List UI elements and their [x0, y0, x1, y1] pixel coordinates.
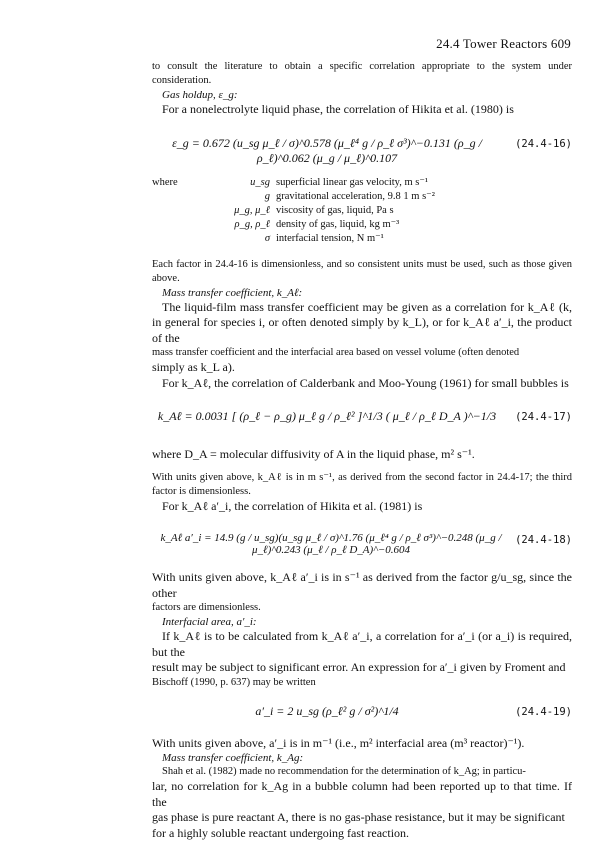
paragraph: The liquid-film mass transfer coefficient may be given as a correlation for k_Aℓ (k, in general for species i, or often denoted simply by k_L), or for k_Aℓ a′_i, the product of the	[152, 300, 572, 347]
section-heading: Mass transfer coefficient, k_Ag:	[162, 751, 572, 765]
paragraph-line: lar, no correlation for k_Ag in a bubble column had been reported up to that time. If the	[152, 779, 572, 810]
equation-number: (24.4-16)	[515, 138, 572, 150]
paragraph-line: simply as k_L a).	[152, 360, 572, 376]
symbol-definitions	[152, 176, 572, 246]
equation-24-4-17	[152, 397, 572, 441]
where-label: where	[152, 176, 222, 190]
symbol-description: density of gas, liquid, kg m⁻³	[276, 218, 572, 232]
equation-body: k_Aℓ = 0.0031 [ (ρ_ℓ − ρ_g) μ_ℓ g / ρ_ℓ² ]^1/3 ( μ_ℓ / ρ_ℓ D_A )^−1/3	[152, 409, 502, 424]
section-heading: Interfacial area, a′_i:	[162, 615, 572, 629]
equation-number: (24.4-19)	[515, 706, 572, 718]
symbol: u_sg	[222, 176, 276, 190]
symbol: μ_g, μ_ℓ	[222, 204, 276, 218]
paragraph: For k_Aℓ a′_i, the correlation of Hikita et al. (1981) is	[152, 499, 572, 515]
paragraph: where D_A = molecular diffusivity of A in the liquid phase, m² s⁻¹.	[152, 447, 572, 463]
paragraph-line: gas phase is pure reactant A, there is no gas-phase resistance, but it may be significant	[152, 810, 572, 826]
equation-body: k_Aℓ a′_i = 14.9 (g / u_sg)(u_sg μ_ℓ / σ)^1.76 (μ_ℓ⁴ g / ρ_ℓ σ³)^−0.248 (μ_g / μ_ℓ)^0.243 (μ_ℓ / ρ_ℓ D_A)^−0.604	[152, 532, 510, 556]
equation-body: a′_i = 2 u_sg (ρ_ℓ² g / σ²)^1/4	[152, 704, 502, 719]
page-body	[152, 60, 572, 841]
symbol-description: superficial linear gas velocity, m s⁻¹	[276, 176, 572, 190]
symbol: g	[222, 190, 276, 204]
equation-24-4-19	[152, 696, 572, 730]
paragraph-line: Bischoff (1990, p. 637) may be written	[152, 676, 572, 690]
paragraph-line: result may be subject to significant error. An expression for a′_i given by Froment and	[152, 660, 572, 676]
section-heading: Mass transfer coefficient, k_Aℓ:	[162, 286, 572, 300]
equation-body: ε_g = 0.672 (u_sg μ_ℓ / σ)^0.578 (μ_ℓ⁴ g / ρ_ℓ σ³)^−0.131 (ρ_g / ρ_ℓ)^0.062 (μ_g / μ_ℓ)^0.107	[152, 136, 502, 166]
paragraph: With units given above, k_Aℓ is in m s⁻¹, as derived from the second factor in 24.4-17; the third factor is dimensionless.	[152, 471, 572, 499]
equation-number: (24.4-18)	[515, 534, 572, 546]
equation-24-4-18	[152, 520, 572, 564]
symbol: ρ_g, ρ_ℓ	[222, 218, 276, 232]
symbol-description: interfacial tension, N m⁻¹	[276, 232, 572, 246]
paragraph-line: If k_Aℓ is to be calculated from k_Aℓ a′_i, a correlation for a′_i (or a_i) is required, but the	[152, 629, 572, 660]
paragraph-line: mass transfer coefficient and the interfacial area based on vessel volume (often denoted	[152, 346, 572, 360]
paragraph: For k_Aℓ, the correlation of Calderbank and Moo-Young (1961) for small bubbles is	[152, 376, 572, 392]
equation-number: (24.4-17)	[515, 411, 572, 423]
paragraph: With units given above, a′_i is in m⁻¹ (i.e., m² interfacial area (m³ reactor)⁻¹).	[152, 736, 572, 752]
symbol-description: viscosity of gas, liquid, Pa s	[276, 204, 572, 218]
paragraph: For a nonelectrolyte liquid phase, the correlation of Hikita et al. (1980) is	[152, 102, 572, 118]
paragraph: to consult the literature to obtain a specific correlation appropriate to the system under consideration.	[152, 60, 572, 88]
symbol: σ	[222, 232, 276, 246]
paragraph-line: With units given above, k_Aℓ a′_i is in s⁻¹ as derived from the factor g/u_sg, since the other	[152, 570, 572, 601]
paragraph: Each factor in 24.4-16 is dimensionless, and so consistent units must be used, such as those given above.	[152, 258, 572, 286]
paragraph-line: Shah et al. (1982) made no recommendation for the determination of k_Ag; in particu-	[152, 765, 572, 779]
paragraph-line: for a highly soluble reactant undergoing fast reaction.	[152, 826, 572, 841]
running-head: 24.4 Tower Reactors 609	[436, 36, 571, 52]
symbol-description: gravitational acceleration, 9.8 1 m s⁻²	[276, 190, 572, 204]
section-heading: Gas holdup, ε_g:	[162, 88, 572, 102]
paragraph-line: factors are dimensionless.	[152, 601, 572, 615]
equation-24-4-16	[152, 124, 572, 168]
